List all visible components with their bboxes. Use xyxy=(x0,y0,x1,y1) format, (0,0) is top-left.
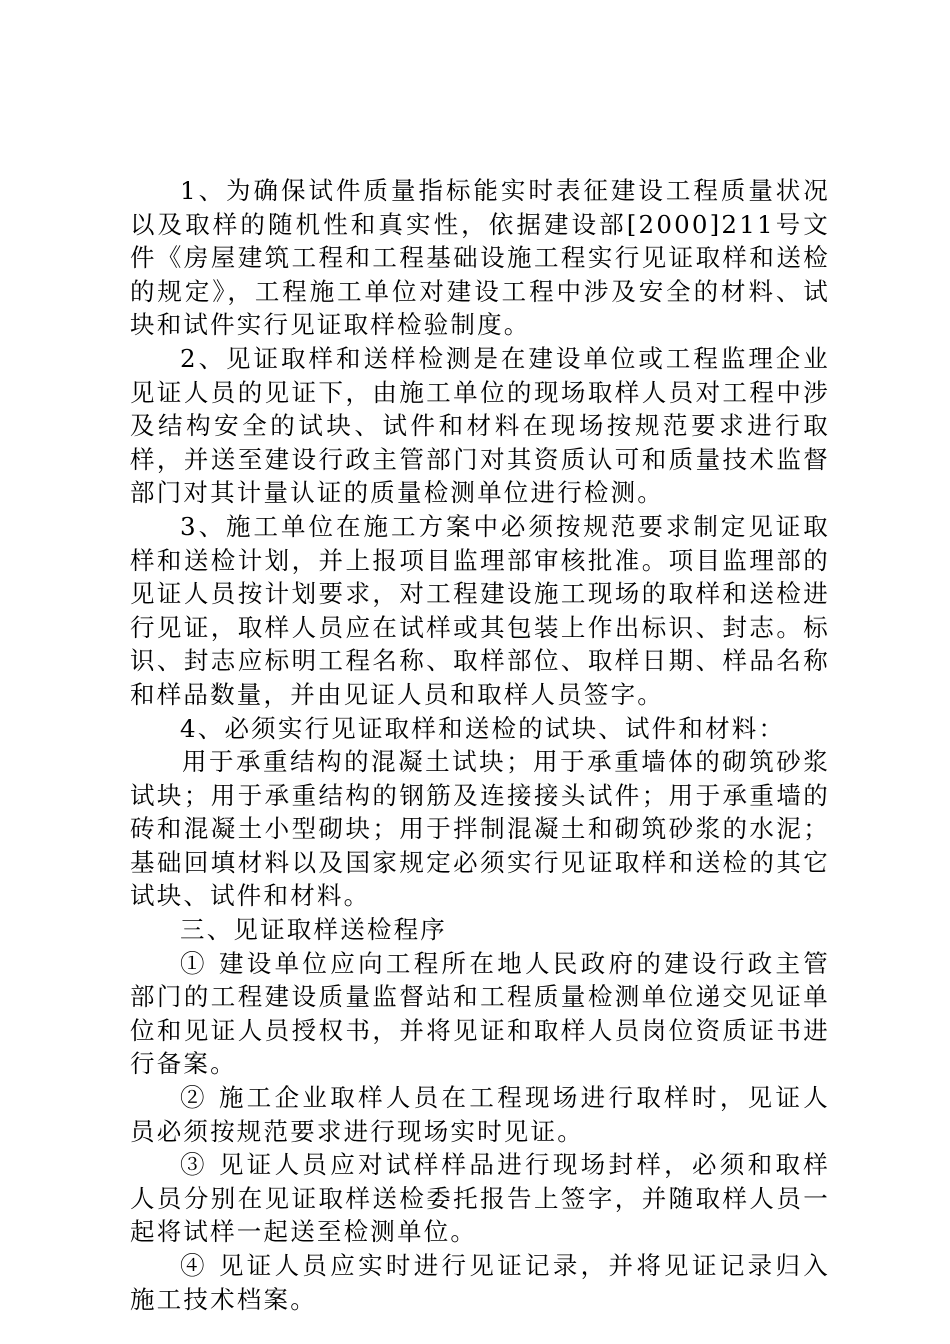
paragraph-3: 3、施工单位在施工方案中必须按规范要求制定见证取样和送检计划，并上报项目监理部审核批准。项目监理部的见证人员按计划要求，对工程建设施工现场的取样和送检进行见证，取样人员应在试样或其包装上作出标识、封志。标识、封志应标明工程名称、取样部位、取样日期、样品名称和样品数量，并由见证人员和取样人员签字。 xyxy=(130,511,830,709)
document-body xyxy=(130,174,830,1316)
paragraph-materials-list: 用于承重结构的混凝土试块；用于承重墙体的砌筑砂浆试块；用于承重结构的钢筋及连接接头试件；用于承重墙的砖和混凝土小型砌块；用于拌制混凝土和砌筑砂浆的水泥；基础回填材料以及国家规定必须实行见证取样和送检的其它试块、试件和材料。 xyxy=(130,747,830,911)
paragraph-2: 2、见证取样和送样检测是在建设单位或工程监理企业见证人员的见证下，由施工单位的现场取样人员对工程中涉及结构安全的试块、试件和材料在现场按规范要求进行取样，并送至建设行政主管部门对其资质认可和质量技术监督部门对其计量认证的质量检测单位进行检测。 xyxy=(130,343,830,508)
paragraph-4: 4、必须实行见证取样和送检的试块、试件和材料： xyxy=(180,713,786,743)
section-heading-procedure: 三、见证取样送检程序 xyxy=(180,915,447,945)
procedure-step-3: ③ 见证人员应对试样样品进行现场封样，必须和取样人员分别在见证取样送检委托报告上签字，并随取样人员一起将试样一起送至检测单位。 xyxy=(130,1150,830,1247)
procedure-step-4: ④ 见证人员应实时进行见证记录，并将见证记录归入施工技术档案。 xyxy=(130,1251,830,1314)
procedure-step-2: ② 施工企业取样人员在工程现场进行取样时，见证人员必须按规范要求进行现场实时见证。 xyxy=(130,1083,830,1146)
procedure-step-1: ① 建设单位应向工程所在地人民政府的建设行政主管部门的工程建设质量监督站和工程质量检测单位递交见证单位和见证人员授权书，并将见证和取样人员岗位资质证书进行备案。 xyxy=(130,948,830,1079)
paragraph-1: 1、为确保试件质量指标能实时表征建设工程质量状况以及取样的随机性和真实性，依据建设部[2000]211号文件《房屋建筑工程和工程基础设施工程实行见证取样和送检的规定》，工程施工单位对建设工程中涉及安全的材料、试块和试件实行见证取样检验制度。 xyxy=(130,176,830,340)
